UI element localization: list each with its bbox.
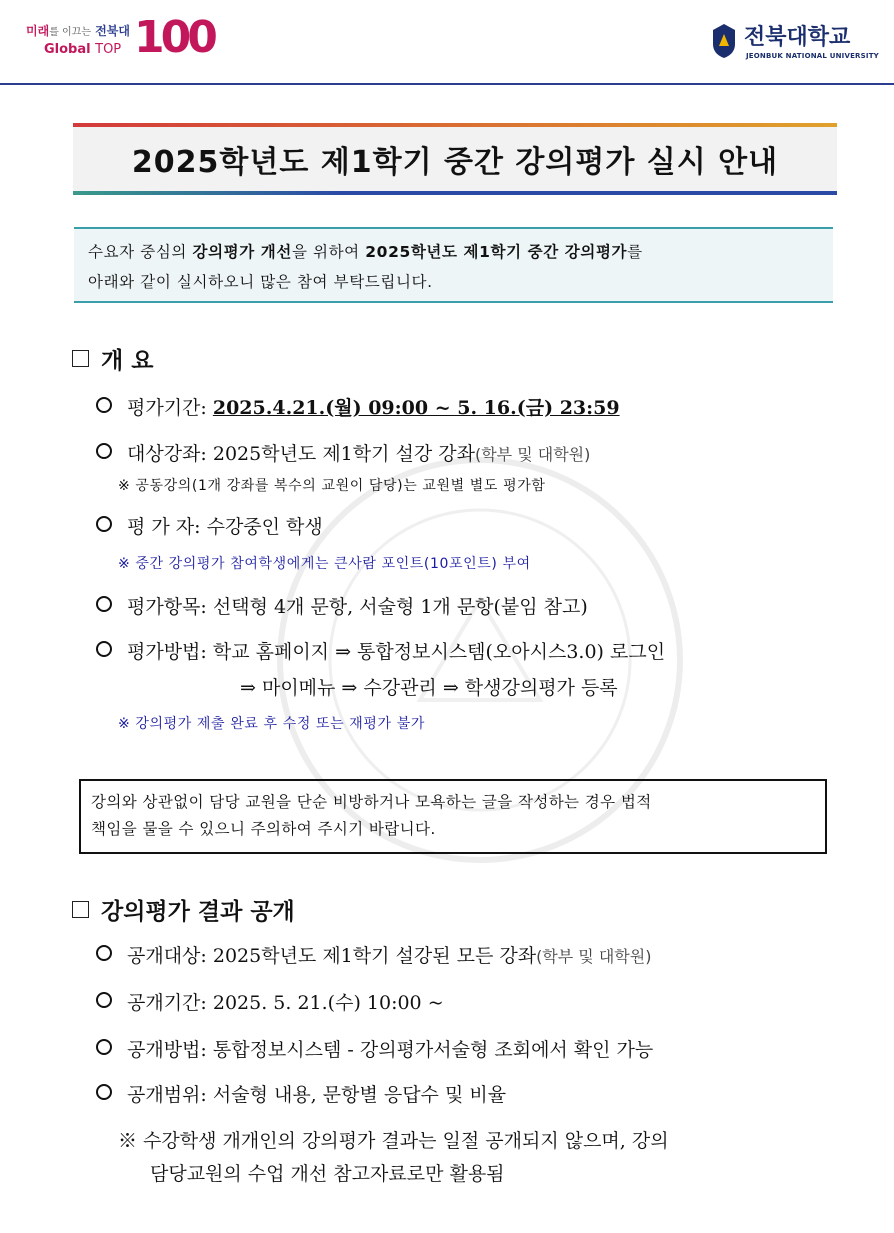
results-scope: 공개범위: 서술형 내용, 문항별 응답수 및 비율: [96, 1080, 506, 1107]
overview-target-note: ※ 공동강의(1개 강좌를 복수의 교원이 담당)는 교원별 별도 평가함: [118, 478, 546, 494]
global-top: Global TOP: [44, 42, 122, 57]
circle-bullet-icon: [96, 516, 112, 532]
overview-method-line2: ⇒ 마이메뉴 ⇒ 수강관리 ⇒ 학생강의평가 등록: [240, 677, 618, 699]
circle-bullet-icon: [96, 596, 112, 612]
warning-line1: 강의와 상관없이 담당 교원을 단순 비방하거나 모욕하는 글을 작성하는 경우 법적: [91, 793, 652, 811]
hundred-mark: 100: [134, 12, 214, 63]
intro-box: [74, 227, 833, 303]
results-target: 공개대상: 2025학년도 제1학기 설강된 모든 강좌(학부 및 대학원): [96, 941, 651, 968]
section-overview-heading: 개 요: [72, 342, 153, 375]
title-bottom-bar: [73, 191, 837, 195]
intro-line2: 아래와 같이 실시하오니 많은 참여 부탁드립니다.: [88, 273, 433, 291]
warning-box: [79, 779, 827, 854]
university-logo: [710, 22, 880, 66]
circle-bullet-icon: [96, 992, 112, 1008]
overview-method: 평가방법: 학교 홈페이지 ⇒ 통합정보시스템(오아시스3.0) 로그인: [96, 637, 665, 664]
circle-bullet-icon: [96, 641, 112, 657]
global-top-100-logo: [26, 12, 216, 66]
circle-bullet-icon: [96, 1084, 112, 1100]
overview-method-note: ※ 강의평가 제출 완료 후 수정 또는 재평가 불가: [118, 716, 425, 732]
results-period: 공개기간: 2025. 5. 21.(수) 10:00 ~: [96, 988, 444, 1015]
circle-bullet-icon: [96, 443, 112, 459]
warning-line2: 책임을 물을 수 있으니 주의하여 주시기 바랍니다.: [91, 820, 436, 838]
overview-period: 평가기간: 2025.4.21.(월) 09:00 ~ 5. 16.(금) 23:59: [96, 393, 620, 420]
circle-bullet-icon: [96, 1039, 112, 1055]
results-note-line2: 담당교원의 수업 개선 참고자료로만 활용됨: [150, 1163, 505, 1185]
checkbox-square-icon: [72, 350, 89, 367]
slogan: 미래를 이끄는 전북대: [26, 24, 130, 38]
results-method: 공개방법: 통합정보시스템 - 강의평가서술형 조회에서 확인 가능: [96, 1035, 653, 1062]
circle-bullet-icon: [96, 397, 112, 413]
header-divider: [0, 83, 894, 85]
page-title: 2025학년도 제1학기 중간 강의평가 실시 안내: [131, 145, 779, 180]
overview-items: 평가항목: 선택형 4개 문항, 서술형 1개 문항(붙임 참고): [96, 592, 588, 619]
intro-line1: 수요자 중심의 강의평가 개선을 위하여 2025학년도 제1학기 중간 강의평가를: [88, 243, 643, 261]
university-name: 전북대학교: [744, 25, 851, 50]
results-note-line1: ※ 수강학생 개개인의 강의평가 결과는 일절 공개되지 않으며, 강의: [118, 1130, 669, 1152]
section-results-heading: 강의평가 결과 공개: [72, 893, 295, 926]
page-title-box: [73, 127, 837, 191]
overview-target: 대상강좌: 2025학년도 제1학기 설강 강좌(학부 및 대학원): [96, 439, 590, 466]
university-eng-name: JEONBUK NATIONAL UNIVERSITY: [746, 52, 879, 60]
overview-evaluator-note: ※ 중간 강의평가 참여학생에게는 큰사람 포인트(10포인트) 부여: [118, 556, 531, 572]
checkbox-square-icon: [72, 901, 89, 918]
overview-evaluator: 평 가 자: 수강중인 학생: [96, 512, 323, 539]
circle-bullet-icon: [96, 945, 112, 961]
university-seal-icon: [710, 22, 738, 60]
